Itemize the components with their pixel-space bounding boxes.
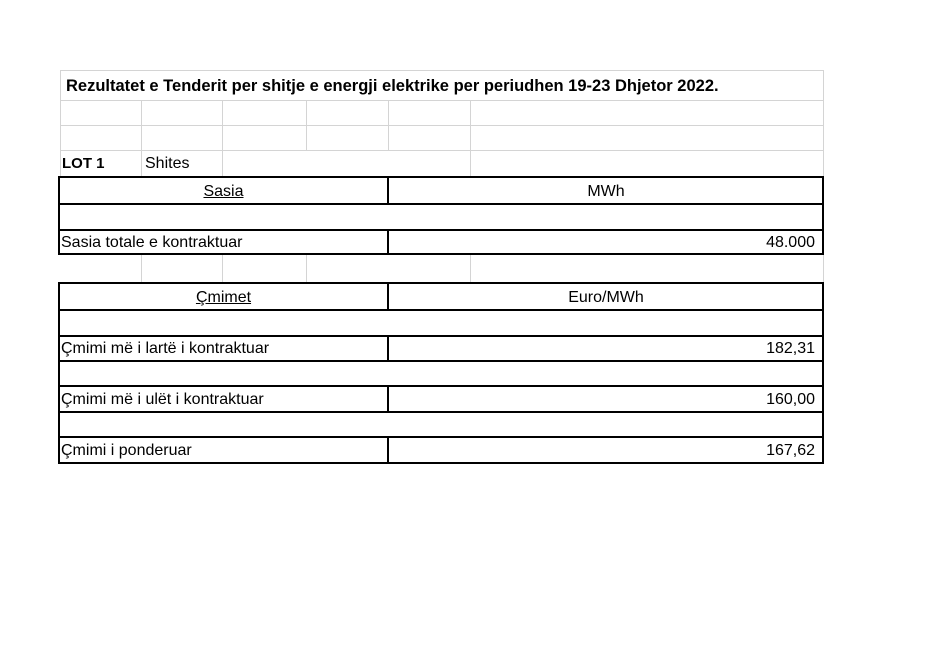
prices-row-divider (58, 385, 824, 387)
prices-row-divider (58, 309, 824, 311)
quantity-header-left: Sasia (203, 183, 244, 200)
grid-col-line (388, 100, 389, 150)
lot-type: Shites (145, 155, 190, 172)
prices-header-left: Çmimet (195, 289, 252, 306)
title-row-top (60, 70, 824, 71)
document-title: Rezultatet e Tenderit per shitje e energji elektrike per periudhen 19-23 Dhjetor 2022. (66, 77, 719, 95)
lot-label: LOT 1 (62, 155, 105, 172)
prices-row-divider (58, 411, 824, 413)
grid-col-line (470, 255, 471, 282)
title-row-right (823, 70, 824, 100)
grid-col-line (306, 100, 307, 150)
prices-row-divider (58, 335, 824, 337)
total-quantity-value: 48.000 (766, 234, 815, 251)
grid-col-line (141, 255, 142, 282)
prices-row-divider (58, 360, 824, 362)
grid-col-line (222, 100, 223, 176)
quantity-row-divider (58, 203, 824, 205)
highest-price-label: Çmimi më i lartë i kontraktuar (61, 340, 270, 357)
prices-header-right: Euro/MWh (568, 289, 644, 306)
quantity-row-divider (58, 229, 824, 231)
grid-row-line (60, 125, 824, 126)
title-row-left (60, 70, 61, 100)
grid-row-line (60, 150, 824, 151)
total-quantity-label: Sasia totale e kontraktuar (61, 234, 243, 251)
prices-row-divider (58, 436, 824, 438)
grid-col-line (60, 100, 61, 176)
grid-col-line (470, 100, 471, 176)
grid-col-line (222, 255, 223, 282)
grid-col-line (306, 255, 307, 282)
lowest-price-label: Çmimi më i ulët i kontraktuar (61, 391, 264, 408)
grid-col-line (823, 100, 824, 176)
grid-col-line (141, 100, 142, 176)
grid-col-line (823, 255, 824, 282)
lowest-price-value: 160,00 (766, 391, 815, 408)
weighted-price-value: 167,62 (766, 442, 815, 459)
weighted-price-label: Çmimi i ponderuar (61, 442, 192, 459)
grid-row-line (60, 100, 824, 101)
highest-price-value: 182,31 (766, 340, 815, 357)
quantity-header-right: MWh (587, 183, 625, 200)
